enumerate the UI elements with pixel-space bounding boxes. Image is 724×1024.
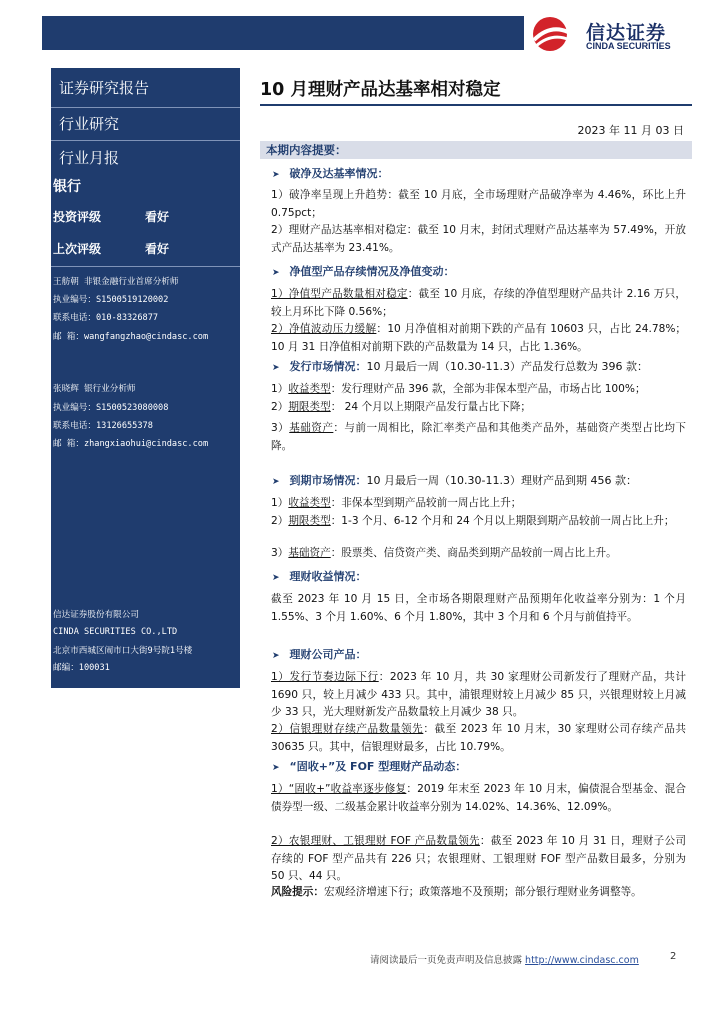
- industry: 银行: [53, 179, 81, 195]
- para-s3-2: 2）期限类型： 24 个月以上期限产品发行量占比下降；: [271, 401, 532, 413]
- section-heading-3: ➤ 发行市场情况：10 月最后一周（10.30-11.3）产品发行总数为 396 款：: [272, 360, 648, 373]
- analyst1-phone: 联系电话：010-83326877: [53, 313, 159, 323]
- rating-value: 看好: [145, 210, 170, 224]
- arrow-icon: ➤: [272, 477, 280, 487]
- page-title: 10 月理财产品达基率相对稳定: [260, 80, 501, 100]
- logo-cn: 信达证券: [586, 22, 667, 44]
- section-heading-4: ➤ 到期市场情况：10 月最后一周（10.30-11.3）理财产品到期 456 款：: [272, 474, 637, 487]
- para-s4-1: 1）收益类型：非保本型到期产品较前一周占比上升；: [271, 497, 522, 509]
- para-s4-2: 2）期限类型：1-3 个月、6-12 个月和 24 个月以上期限到期产品较前一周占比上升；: [271, 515, 675, 527]
- para-s7-2: 2）农银理财、工银理财 FOF 产品数量领先：截至 2023 年 10 月 31 日，理财子公司存续的 FOF 型产品共有 226 只；农银理财、工银理财 FOF 型产品数目最多，分别为 50 只、44 只。: [271, 835, 687, 882]
- company-name-en: CINDA SECURITIES CO.,LTD: [53, 627, 178, 637]
- report-date: 2023 年 11 月 03 日: [577, 124, 684, 137]
- rating-label: 投资评级: [53, 210, 102, 224]
- summary-label: 本期内容提要：: [266, 143, 347, 157]
- para-s6-2: 2）信银理财存续产品数量领先：截至 2023 年 10 月末，30 家理财公司存续产品共 30635 只。其中，信银理财最多，占比 10.79%。: [271, 723, 686, 753]
- company-address: 北京市西城区闹市口大街9号院1号楼: [53, 646, 193, 656]
- arrow-icon: ➤: [272, 268, 280, 278]
- website-link[interactable]: http://www.cindasc.com: [525, 955, 639, 966]
- section-heading-1: ➤ 破净及达基率情况：: [272, 167, 389, 180]
- arrow-icon: ➤: [272, 763, 280, 773]
- analyst2-name: 张晓辉 银行业分析师: [53, 384, 136, 394]
- footer-disclaimer: 请阅读最后一页免责声明及信息披露 http://www.cindasc.com: [370, 955, 639, 966]
- divider: [51, 266, 240, 267]
- para-s7-1: 1）“固收+”收益率逐步修复：2019 年末至 2023 年 10 月末，偏债混合型基金、混合债券型一级、二级基金累计收益率分别为 14.02%、14.36%、12.09%。: [271, 783, 686, 813]
- arrow-icon: ➤: [272, 651, 280, 661]
- arrow-icon: ➤: [272, 573, 280, 583]
- analyst1-email[interactable]: 邮 箱：wangfangzhao@cindasc.com: [53, 332, 209, 342]
- company-postcode: 邮编：100031: [53, 663, 110, 673]
- logo-en: CINDA SECURITIES: [586, 41, 671, 51]
- analyst2-license: 执业编号：S1500523080008: [53, 403, 169, 413]
- company-name-cn: 信达证券股份有限公司: [53, 610, 139, 620]
- analyst1-license: 执业编号：S1500519120002: [53, 295, 169, 305]
- section-heading-7: ➤ “固收+”及 FOF 型理财产品动态：: [272, 760, 467, 773]
- prev-rating-value: 看好: [145, 242, 170, 256]
- para-s5-1: 截至 2023 年 10 月 15 日，全市场各期限理财产品预期年化收益率分别为：1 个月 1.55%、3 个月 1.60%、6 个月 1.80%，其中 3 个月和 6 个月与前值持平。: [271, 593, 686, 623]
- category: 行业研究: [51, 108, 240, 141]
- title-divider: [260, 104, 692, 106]
- analyst2-phone: 联系电话：13126655378: [53, 421, 153, 431]
- para-s6-1: 1）发行节奏边际下行：2023 年 10 月，共 30 家理财公司新发行了理财产品，共计 1690 只，较上月减少 433 只。其中，浦银理财较上月减少 85 只，兴银理财较上月减少 33 只，光大理财新发产品数量较上月减少 38 只。: [271, 671, 686, 718]
- risk-warning: 风险提示：宏观经济增速下行；政策落地不及预期；部分银行理财业务调整等。: [271, 886, 642, 898]
- para-s2-1: 1）净值型产品数量相对稳定：截至 10 月底，存续的净值型理财产品共计 2.16 万只，较上月环比下降 0.56%；: [271, 288, 686, 318]
- para-s3-1: 1）收益类型：发行理财产品 396 款，全部为非保本型产品，市场占比 100%；: [271, 383, 646, 395]
- section-heading-6: ➤ 理财公司产品：: [272, 648, 367, 661]
- para-s4-3: 3）基础资产：股票类、信贷资产类、商品类到期产品较前一周占比上升。: [271, 547, 617, 559]
- section-heading-2: ➤ 净值型产品存续情况及净值变动：: [272, 265, 455, 278]
- para-s1-2: 2）理财产品达基率相对稳定：截至 10 月末，封闭式理财产品达基率为 57.49%，开放式产品达基率为 23.41%。: [271, 224, 686, 254]
- para-s2-2: 2）净值波动压力缓解：10 月净值相对前期下跌的产品有 10603 只，占比 24.78%；10 月 31 日净值相对前期下跌的产品数量为 14 只，占比 1.36%。: [271, 323, 686, 353]
- arrow-icon: ➤: [272, 170, 280, 180]
- sidebar: [51, 68, 240, 688]
- analyst2-email[interactable]: 邮 箱：zhangxiaohui@cindasc.com: [53, 439, 209, 449]
- prev-rating-label: 上次评级: [53, 242, 102, 256]
- header-bar: [42, 16, 524, 50]
- section-heading-5: ➤ 理财收益情况：: [272, 570, 367, 583]
- para-s1-1: 1）破净率呈现上升趋势：截至 10 月底，全市场理财产品破净率为 4.46%，环比上升 0.75pct；: [271, 189, 686, 219]
- analyst1-name: 王舫朝 非银金融行业首席分析师: [53, 277, 179, 287]
- report-type: 证券研究报告: [51, 74, 240, 108]
- arrow-icon: ➤: [272, 363, 280, 373]
- para-s3-3: 3）基础资产：与前一周相比，除汇率类产品和其他类产品外，基础资产类型占比均下降。: [271, 422, 686, 452]
- page-number: 2: [670, 951, 677, 962]
- subcategory: 行业月报: [59, 149, 120, 167]
